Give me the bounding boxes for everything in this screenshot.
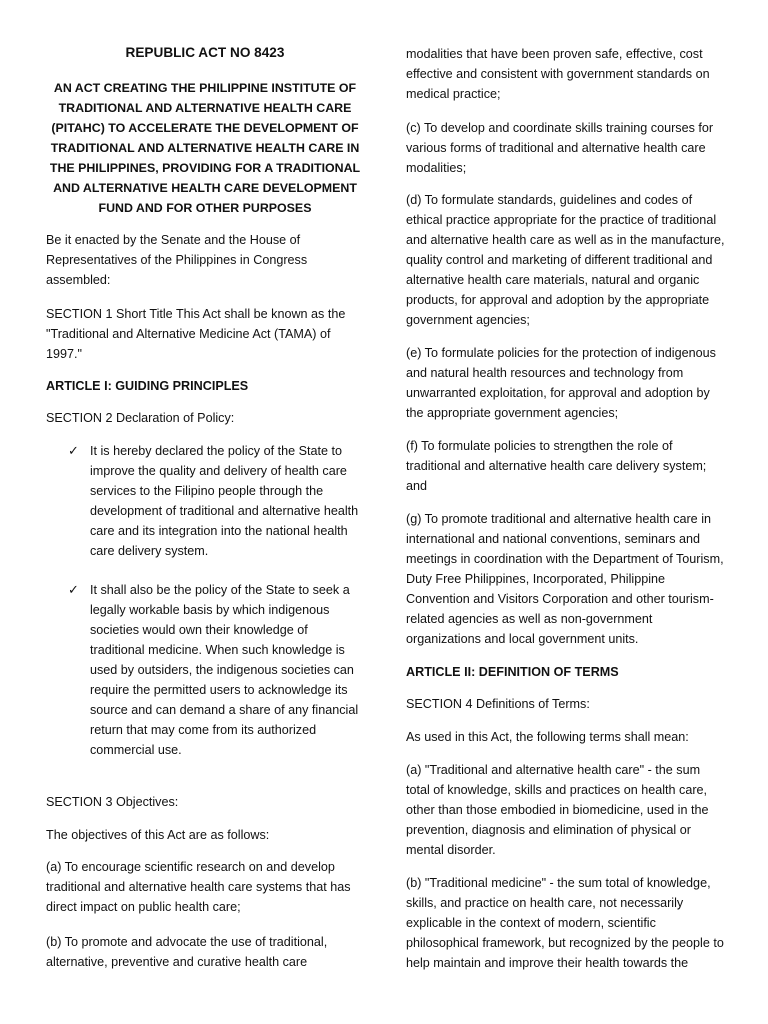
section-1: SECTION 1 Short Title This Act shall be known as the "Traditional and Alternative Medicine Act (TAMA) of 1997." [46,307,346,361]
objective-a: (a) To encourage scientific research on and develop traditional and alternative health care systems that has direct impact on public health care; [46,860,351,914]
objective-b: (b) To promote and advocate the use of traditional, alternative, preventive and curative health care [46,935,328,969]
section-4-heading: SECTION 4 Definitions of Terms: [406,697,590,711]
policy-bullet-text: It shall also be the policy of the State to seek a legally workable basis by which indigenous societies would own their knowledge of traditional medicine. When such knowledge is used by outsiders, the indigenous societies can require the permitted users to acknowledge its source and can demand a share of any financial return that may come from its authorized commercial use. [90,583,359,757]
section-2-heading: SECTION 2 Declaration of Policy: [46,411,235,425]
article-1-heading: ARTICLE I: GUIDING PRINCIPLES [46,379,249,393]
objectives-intro: The objectives of this Act are as follows: [46,828,270,842]
section-3-heading: SECTION 3 Objectives: [46,795,179,809]
definition-a: (a) "Traditional and alternative health care" - the sum total of knowledge, skills and practices on health care, other than those embodied in biomedicine, used in the prevention, diagnosis and elimination of physical or mental disorder. [406,763,709,857]
policy-bullet-text: It is hereby declared the policy of the State to improve the quality and delivery of health care services to the Filipino people through the development of traditional and alternative health care and its integration into the national health care delivery system. [90,444,359,558]
definition-b: (b) "Traditional medicine" - the sum total of knowledge, skills, and practice on health care, not necessarily explicable in the context of modern, scientific philosophical framework, but recognized by the people to help maintain and improve their health towards the [406,876,724,970]
terms-intro: As used in this Act, the following terms shall mean: [406,730,689,744]
document-title: REPUBLIC ACT NO 8423 [125,45,285,60]
checkmark-icon: ✓ [68,582,79,597]
objective-c: (c) To develop and coordinate skills training courses for various forms of traditional and alternative health care modalities; [406,121,714,175]
objective-g: (g) To promote traditional and alternative health care in international and national conventions, seminars and meetings in coordination with the Department of Tourism, Duty Free Philippines, Incorporated, Philippine Convention and Visitors Corporation and other tourism-related agencies as well as non-government organizations and local government units. [406,512,724,646]
article-2-heading: ARTICLE II: DEFINITION OF TERMS [406,665,619,679]
objective-f: (f) To formulate policies to strengthen the role of traditional and alternative health care delivery system; and [406,439,707,493]
objective-d: (d) To formulate standards, guidelines and codes of ethical practice appropriate for the practice of traditional and alternative health care as well as in the manufacture, quality control and marketing of different traditional and alternative health care materials, natural and organic products, for approval and adoption by the appropriate government agencies; [406,193,725,327]
policy-bullet-2 [68,580,364,760]
document-subtitle: AN ACT CREATING THE PHILIPPINE INSTITUTE OF TRADITIONAL AND ALTERNATIVE HEALTH CARE (PITAHC) TO ACCELERATE THE DEVELOPMENT OF TRADITIONAL AND ALTERNATIVE HEALTH CARE IN THE PHILIPPINES, PROVIDING FOR A TRADITIONAL AND ALTERNATIVE HEALTH CARE DEVELOPMENT FUND AND FOR OTHER PURPOSES [49,81,361,215]
objective-b-continued: modalities that have been proven safe, effective, cost effective and consistent with government standards on medical practice; [406,47,710,101]
objective-e: (e) To formulate policies for the protection of indigenous and natural health resources and technology from unwarranted exploitation, for approval and adoption by the appropriate government agencies; [406,346,716,420]
enacting-clause: Be it enacted by the Senate and the House of Representatives of the Philippines in Congress assembled: [46,233,308,287]
policy-bullet-1 [68,441,364,561]
checkmark-icon: ✓ [68,443,79,458]
